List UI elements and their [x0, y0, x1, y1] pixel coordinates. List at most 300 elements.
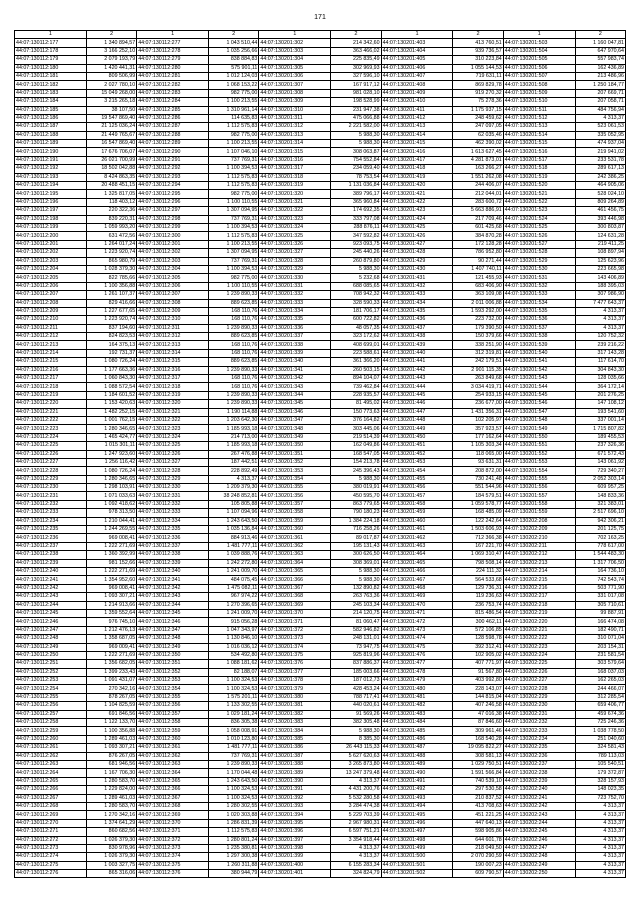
column-header: 1 — [259, 31, 331, 39]
cadastral-number-cell: 44:07:130201:501 — [381, 861, 453, 869]
cadastral-value-cell: 1 475 082,11 — [209, 584, 259, 592]
cadastral-number-cell: 44:07:130201:335 — [259, 316, 331, 324]
cadastral-value-cell: 331 017,08 — [575, 593, 625, 601]
cadastral-value-cell: 1 100 394,53 — [209, 165, 259, 173]
cadastral-value-cell: 1 071 033,63 — [86, 492, 136, 500]
cadastral-value-cell: 168 110,76 — [209, 383, 259, 391]
cadastral-number-cell: 44:07:130201:357 — [259, 500, 331, 508]
cadastral-value-cell: 1 038 778,50 — [575, 727, 625, 735]
cadastral-value-cell: 1 374 641,29 — [86, 819, 136, 827]
cadastral-number-cell: 44:07:130201:515 — [503, 140, 575, 148]
cadastral-value-cell: 321 383,01 — [575, 500, 625, 508]
cadastral-number-cell: 44:07:130202:208 — [503, 517, 575, 525]
cadastral-value-cell: 609 957,25 — [575, 484, 625, 492]
cadastral-number-cell: 44:07:130201:379 — [259, 685, 331, 693]
table-row — [15, 551, 626, 559]
cadastral-number-cell: 44:07:130201:471 — [381, 609, 453, 617]
cadastral-number-cell: 44:07:130112:364 — [137, 769, 209, 777]
table-row — [15, 333, 626, 341]
cadastral-value-cell: 475 066,88 — [331, 114, 381, 122]
cadastral-number-cell: 44:07:130201:502 — [381, 870, 453, 878]
cadastral-number-cell: 44:07:130201:437 — [381, 324, 453, 332]
cadastral-number-cell: 44:07:130112:256 — [15, 702, 87, 710]
cadastral-number-cell: 44:07:130201:494 — [381, 802, 453, 810]
cadastral-number-cell: 44:07:130112:197 — [15, 207, 87, 215]
table-row — [15, 702, 626, 710]
cadastral-number-cell: 44:07:130201:499 — [381, 844, 453, 852]
cadastral-number-cell: 44:07:130112:218 — [15, 383, 87, 391]
table-row — [15, 56, 626, 64]
cadastral-number-cell: 44:07:130201:557 — [503, 492, 575, 500]
cadastral-value-cell: 450 595,70 — [331, 492, 381, 500]
cadastral-number-cell: 44:07:130201:556 — [503, 484, 575, 492]
cadastral-value-cell: 288 876,11 — [331, 223, 381, 231]
cadastral-number-cell: 44:07:130201:470 — [381, 601, 453, 609]
cadastral-value-cell: 1 107 094,96 — [209, 509, 259, 517]
cadastral-value-cell: 1 354 952,60 — [86, 576, 136, 584]
table-row — [15, 769, 626, 777]
cadastral-value-cell: 219 514,39 — [331, 433, 381, 441]
cadastral-number-cell: 44:07:130112:210 — [15, 316, 87, 324]
cadastral-value-cell: 91 569,26 — [331, 710, 381, 718]
cadastral-value-cell: 838 884,83 — [209, 56, 259, 64]
cadastral-number-cell: 44:07:130112:261 — [15, 744, 87, 752]
cadastral-value-cell: 305 710,61 — [575, 601, 625, 609]
cadastral-number-cell: 44:07:130112:226 — [15, 450, 87, 458]
cadastral-number-cell: 44:07:130201:527 — [503, 240, 575, 248]
cadastral-value-cell: 865 980,79 — [86, 257, 136, 265]
cadastral-value-cell: 38 107,50 — [86, 106, 136, 114]
cadastral-value-cell: 233 531,78 — [575, 156, 625, 164]
table-row — [15, 114, 626, 122]
cadastral-value-cell: 324 581,43 — [575, 744, 625, 752]
cadastral-number-cell: 44:07:130201:534 — [503, 299, 575, 307]
cadastral-value-cell: 889 623,85 — [209, 299, 259, 307]
cadastral-number-cell: 44:07:130201:531 — [503, 274, 575, 282]
cadastral-value-cell: 1 244 269,55 — [86, 526, 136, 534]
cadastral-value-cell: 228 143,07 — [453, 685, 503, 693]
cadastral-number-cell: 44:07:130112:328 — [137, 467, 209, 475]
cadastral-value-cell: 839 220,31 — [86, 215, 136, 223]
cadastral-number-cell: 44:07:130112:281 — [137, 72, 209, 80]
cadastral-number-cell: 44:07:130201:522 — [503, 198, 575, 206]
cadastral-value-cell: 251 040,60 — [575, 735, 625, 743]
cadastral-number-cell: 44:07:130201:429 — [381, 257, 453, 265]
cadastral-value-cell: 164 736,10 — [575, 568, 625, 576]
cadastral-value-cell: 1 298 103,91 — [86, 484, 136, 492]
cadastral-number-cell: 44:07:130112:180 — [15, 64, 87, 72]
cadastral-number-cell: 44:07:130112:228 — [15, 467, 87, 475]
cadastral-value-cell: 1 167 706,30 — [86, 769, 136, 777]
cadastral-value-cell: 1 227 677,65 — [86, 307, 136, 315]
cadastral-number-cell: 44:07:130201:423 — [381, 207, 453, 215]
cadastral-value-cell: 1 131 036,84 — [331, 182, 381, 190]
cadastral-number-cell: 44:07:130112:208 — [15, 299, 87, 307]
cadastral-value-cell: 231 581,54 — [575, 651, 625, 659]
cadastral-number-cell: 44:07:130201:468 — [381, 584, 453, 592]
cadastral-number-cell: 44:07:130201:442 — [381, 366, 453, 374]
cadastral-number-cell: 44:07:130112:330 — [137, 484, 209, 492]
cadastral-value-cell: 312 285,54 — [575, 693, 625, 701]
cadastral-number-cell: 44:07:130112:346 — [137, 618, 209, 626]
cadastral-number-cell: 44:07:130201:533 — [503, 291, 575, 299]
table-row — [15, 324, 626, 332]
cadastral-number-cell: 44:07:130201:385 — [259, 735, 331, 743]
cadastral-value-cell: 143 406,89 — [575, 274, 625, 282]
cadastral-number-cell: 44:07:130112:292 — [137, 165, 209, 173]
cadastral-value-cell: 484 075,45 — [209, 576, 259, 584]
cadastral-value-cell: 798 508,14 — [453, 559, 503, 567]
cadastral-number-cell: 44:07:130201:325 — [259, 232, 331, 240]
cadastral-number-cell: 44:07:130112:216 — [15, 366, 87, 374]
cadastral-number-cell: 44:07:130201:493 — [381, 794, 453, 802]
cadastral-value-cell: 81 495,02 — [331, 400, 381, 408]
cadastral-number-cell: 44:07:130112:193 — [15, 173, 87, 181]
cadastral-value-cell: 1 029 181,24 — [209, 710, 259, 718]
cadastral-value-cell: 337 001,14 — [575, 416, 625, 424]
cadastral-value-cell: 1 068 153,22 — [209, 81, 259, 89]
cadastral-number-cell: 44:07:130201:436 — [381, 316, 453, 324]
cadastral-number-cell: 44:07:130112:198 — [15, 215, 87, 223]
cadastral-number-cell: 44:07:130201:334 — [259, 307, 331, 315]
cadastral-value-cell: 1 591 566,84 — [453, 769, 503, 777]
table-row — [15, 391, 626, 399]
cadastral-value-cell: 829 416,66 — [86, 299, 136, 307]
cadastral-value-cell: 1 310 961,14 — [209, 106, 259, 114]
cadastral-value-cell: 181 706,17 — [331, 307, 381, 315]
cadastral-number-cell: 44:07:130201:463 — [381, 542, 453, 550]
cadastral-number-cell: 44:07:130201:347 — [259, 416, 331, 424]
cadastral-value-cell: 1 222 271,69 — [86, 542, 136, 550]
cadastral-number-cell: 44:07:130201:523 — [503, 207, 575, 215]
cadastral-value-cell: 300 462,11 — [453, 618, 503, 626]
table-row — [15, 693, 626, 701]
cadastral-number-cell: 44:07:130201:361 — [259, 534, 331, 542]
cadastral-value-cell: 392 312,41 — [453, 643, 503, 651]
cadastral-number-cell: 44:07:130112:327 — [137, 458, 209, 466]
cadastral-number-cell: 44:07:130201:353 — [259, 467, 331, 475]
cadastral-number-cell: 44:07:130201:302 — [259, 39, 331, 47]
cadastral-number-cell: 44:07:130201:506 — [503, 64, 575, 72]
cadastral-value-cell: 876 267,05 — [86, 752, 136, 760]
cadastral-number-cell: 44:07:130201:541 — [503, 358, 575, 366]
cadastral-number-cell: 44:07:130202:236 — [503, 752, 575, 760]
cadastral-value-cell: 982 775,00 — [209, 89, 259, 97]
cadastral-number-cell: 44:07:130202:219 — [503, 609, 575, 617]
cadastral-value-cell: 2 967 980,31 — [331, 819, 381, 827]
cadastral-value-cell: 683 406,90 — [453, 282, 503, 290]
cadastral-number-cell: 44:07:130201:391 — [259, 786, 331, 794]
cadastral-value-cell: 248 131,01 — [331, 635, 381, 643]
cadastral-value-cell: 742 543,74 — [575, 576, 625, 584]
cadastral-value-cell: 182 490,71 — [575, 626, 625, 634]
cadastral-value-cell: 1 100 356,88 — [86, 282, 136, 290]
cadastral-value-cell: 1 093 307,21 — [86, 744, 136, 752]
cadastral-value-cell: 837 194,60 — [86, 324, 136, 332]
cadastral-number-cell: 44:07:130112:276 — [15, 870, 87, 878]
cadastral-number-cell: 44:07:130201:466 — [381, 568, 453, 576]
cadastral-value-cell: 214 713,00 — [209, 433, 259, 441]
cadastral-value-cell: 786 952,80 — [453, 249, 503, 257]
cadastral-value-cell: 4 313,37 — [575, 861, 625, 869]
cadastral-number-cell: 44:07:130202:234 — [503, 735, 575, 743]
cadastral-number-cell: 44:07:130112:356 — [137, 702, 209, 710]
cadastral-number-cell: 44:07:130112:258 — [15, 719, 87, 727]
cadastral-number-cell: 44:07:130112:213 — [15, 341, 87, 349]
cadastral-number-cell: 44:07:130201:362 — [259, 542, 331, 550]
cadastral-value-cell: 73 947,75 — [331, 643, 381, 651]
table-row — [15, 442, 626, 450]
cadastral-number-cell: 44:07:130201:387 — [259, 752, 331, 760]
cadastral-number-cell: 44:07:130201:443 — [381, 375, 453, 383]
cadastral-value-cell: 193 541,60 — [575, 408, 625, 416]
table-row — [15, 282, 626, 290]
cadastral-number-cell: 44:07:130201:401 — [259, 870, 331, 878]
cadastral-number-cell: 44:07:130112:190 — [15, 148, 87, 156]
cadastral-number-cell: 44:07:130112:338 — [137, 551, 209, 559]
cadastral-value-cell: 1 100 394,53 — [209, 223, 259, 231]
column-header: 2 — [86, 31, 136, 39]
cadastral-value-cell: 1 280 302,55 — [209, 802, 259, 810]
cadastral-value-cell: 1 239 890,33 — [209, 760, 259, 768]
cadastral-number-cell: 44:07:130201:374 — [259, 643, 331, 651]
cadastral-number-cell: 44:07:130112:349 — [137, 643, 209, 651]
cadastral-number-cell: 44:07:130201:333 — [259, 299, 331, 307]
cadastral-number-cell: 44:07:130201:420 — [381, 182, 453, 190]
cadastral-value-cell: 260 503,15 — [331, 366, 381, 374]
cadastral-value-cell: 729 340,27 — [575, 467, 625, 475]
cadastral-value-cell: 328 157,93 — [575, 777, 625, 785]
cadastral-number-cell: 44:07:130201:529 — [503, 257, 575, 265]
page-number: 171 — [314, 14, 326, 21]
cadastral-value-cell: 1 047 343,97 — [209, 626, 259, 634]
cadastral-value-cell: 3 215 265,18 — [86, 98, 136, 106]
cadastral-value-cell: 737 769,31 — [209, 215, 259, 223]
cadastral-number-cell: 44:07:130201:509 — [503, 89, 575, 97]
table-row — [15, 786, 626, 794]
cadastral-value-cell: 1 190 114,88 — [209, 408, 259, 416]
cadastral-number-cell: 44:07:130202:242 — [503, 802, 575, 810]
cadastral-number-cell: 44:07:130112:374 — [137, 853, 209, 861]
cadastral-value-cell: 190 007,23 — [453, 861, 503, 869]
cadastral-value-cell: 459 674,36 — [575, 710, 625, 718]
cadastral-value-cell: 19 547 869,40 — [86, 114, 136, 122]
cadastral-value-cell: 3 265 873,80 — [331, 760, 381, 768]
cadastral-value-cell: 1 222 271,69 — [86, 651, 136, 659]
cadastral-number-cell: 44:07:130201:496 — [381, 819, 453, 827]
table-row — [15, 207, 626, 215]
cadastral-value-cell: 1 088 572,54 — [86, 383, 136, 391]
cadastral-value-cell: 168 110,76 — [209, 349, 259, 357]
cadastral-value-cell: 1 112 575,83 — [209, 123, 259, 131]
cadastral-value-cell: 451 221,25 — [453, 811, 503, 819]
cadastral-number-cell: 44:07:130112:255 — [15, 693, 87, 701]
cadastral-number-cell: 44:07:130112:308 — [137, 299, 209, 307]
cadastral-value-cell: 1 203 642,30 — [209, 416, 259, 424]
cadastral-value-cell: 582 946,82 — [331, 626, 381, 634]
table-row — [15, 173, 626, 181]
cadastral-number-cell: 44:07:130112:342 — [137, 584, 209, 592]
cadastral-number-cell: 44:07:130201:458 — [381, 500, 453, 508]
cadastral-number-cell: 44:07:130112:368 — [137, 802, 209, 810]
cadastral-value-cell: 357 923,57 — [453, 425, 503, 433]
cadastral-value-cell: 809 506,99 — [86, 72, 136, 80]
cadastral-number-cell: 44:07:130201:395 — [259, 819, 331, 827]
cadastral-number-cell: 44:07:130112:366 — [137, 786, 209, 794]
cadastral-value-cell: 1 261 107,37 — [86, 291, 136, 299]
cadastral-number-cell: 44:07:130201:449 — [381, 425, 453, 433]
cadastral-value-cell: 4 313,37 — [575, 870, 625, 878]
cadastral-value-cell: 739 462,84 — [331, 383, 381, 391]
cadastral-number-cell: 44:07:130201:327 — [259, 249, 331, 257]
cadastral-number-cell: 44:07:130201:511 — [503, 106, 575, 114]
table-row — [15, 341, 626, 349]
cadastral-number-cell: 44:07:130201:307 — [259, 81, 331, 89]
cadastral-value-cell: 725 246,36 — [575, 719, 625, 727]
cadastral-number-cell: 44:07:130112:296 — [137, 198, 209, 206]
cadastral-number-cell: 44:07:130201:431 — [381, 274, 453, 282]
cadastral-value-cell: 528 024,10 — [575, 190, 625, 198]
cadastral-value-cell: 1 105 303,34 — [453, 442, 503, 450]
cadastral-number-cell: 44:07:130112:253 — [15, 677, 87, 685]
cadastral-value-cell: 166 474,08 — [575, 618, 625, 626]
cadastral-number-cell: 44:07:130112:353 — [137, 677, 209, 685]
cadastral-number-cell: 44:07:130201:399 — [259, 853, 331, 861]
cadastral-number-cell: 44:07:130112:232 — [15, 500, 87, 508]
cadastral-value-cell: 978 313,50 — [86, 509, 136, 517]
cadastral-value-cell: 1 088 181,62 — [209, 660, 259, 668]
table-row — [15, 39, 626, 47]
cadastral-value-cell: 1 223 920,74 — [86, 316, 136, 324]
cadastral-number-cell: 44:07:130201:503 — [503, 39, 575, 47]
cadastral-number-cell: 44:07:130202:215 — [503, 576, 575, 584]
cadastral-number-cell: 44:07:130201:508 — [503, 81, 575, 89]
cadastral-value-cell: 5 988,30 — [331, 576, 381, 584]
cadastral-number-cell: 44:07:130201:448 — [381, 416, 453, 424]
cadastral-value-cell: 118 065,00 — [453, 450, 503, 458]
cadastral-value-cell: 1 242 272,80 — [209, 559, 259, 567]
cadastral-value-cell: 144 815,04 — [453, 693, 503, 701]
table-row — [15, 215, 626, 223]
cadastral-number-cell: 44:07:130202:209 — [503, 526, 575, 534]
cadastral-number-cell: 44:07:130112:211 — [15, 324, 87, 332]
cadastral-number-cell: 44:07:130201:305 — [259, 64, 331, 72]
cadastral-number-cell: 44:07:130201:308 — [259, 89, 331, 97]
cadastral-number-cell: 44:07:130201:367 — [259, 584, 331, 592]
column-header: 1 — [381, 31, 453, 39]
cadastral-number-cell: 44:07:130201:356 — [259, 492, 331, 500]
cadastral-number-cell: 44:07:130201:400 — [259, 861, 331, 869]
cadastral-value-cell: 1 043 510,44 — [209, 39, 259, 47]
cadastral-number-cell: 44:07:130112:316 — [137, 366, 209, 374]
cadastral-number-cell: 44:07:130201:330 — [259, 274, 331, 282]
cadastral-value-cell: 2 517 696,10 — [575, 509, 625, 517]
cadastral-value-cell: 389 796,17 — [331, 190, 381, 198]
cadastral-value-cell: 822 785,66 — [86, 274, 136, 282]
cadastral-value-cell: 1 100 324,53 — [209, 794, 259, 802]
cadastral-number-cell: 44:07:130112:274 — [15, 853, 87, 861]
cadastral-number-cell: 44:07:130112:285 — [137, 106, 209, 114]
cadastral-value-cell: 737 769,31 — [209, 257, 259, 265]
cadastral-value-cell: 1 035 136,84 — [209, 526, 259, 534]
cadastral-number-cell: 44:07:130201:452 — [381, 450, 453, 458]
cadastral-value-cell: 671 572,43 — [575, 450, 625, 458]
cadastral-number-cell: 44:07:130112:320 — [137, 400, 209, 408]
cadastral-value-cell: 1 229 824,00 — [86, 786, 136, 794]
cadastral-number-cell: 44:07:130201:341 — [259, 366, 331, 374]
table-row — [15, 811, 626, 819]
cadastral-number-cell: 44:07:130201:512 — [503, 114, 575, 122]
cadastral-value-cell: 89 017,87 — [331, 534, 381, 542]
table-row — [15, 190, 626, 198]
cadastral-value-cell: 1 481 777,11 — [209, 542, 259, 550]
cadastral-value-cell: 824 823,53 — [86, 333, 136, 341]
cadastral-number-cell: 44:07:130201:514 — [503, 131, 575, 139]
cadastral-value-cell: 105 540,51 — [575, 760, 625, 768]
cadastral-value-cell: 1 239 890,33 — [209, 391, 259, 399]
table-row — [15, 64, 626, 72]
cadastral-value-cell: 5 988,30 — [331, 140, 381, 148]
cadastral-value-cell: 4 313,37 — [209, 475, 259, 483]
cadastral-number-cell: 44:07:130112:221 — [15, 408, 87, 416]
cadastral-number-cell: 44:07:130112:339 — [137, 559, 209, 567]
cadastral-value-cell: 5 627 620,63 — [331, 752, 381, 760]
cadastral-value-cell: 1 060 843,30 — [86, 375, 136, 383]
table-row — [15, 98, 626, 106]
cadastral-number-cell: 44:07:130201:495 — [381, 811, 453, 819]
cadastral-number-cell: 44:07:130112:321 — [137, 408, 209, 416]
cadastral-value-cell: 168 110,76 — [209, 307, 259, 315]
cadastral-number-cell: 44:07:130112:323 — [137, 425, 209, 433]
cadastral-value-cell: 300 803,87 — [575, 223, 625, 231]
cadastral-number-cell: 44:07:130112:270 — [15, 819, 87, 827]
cadastral-value-cell: 162 049,86 — [331, 442, 381, 450]
cadastral-value-cell: 5 988,30 — [331, 131, 381, 139]
cadastral-value-cell: 333 797,08 — [331, 215, 381, 223]
table-row — [15, 626, 626, 634]
cadastral-value-cell: 923 093,75 — [331, 240, 381, 248]
cadastral-number-cell: 44:07:130201:314 — [259, 140, 331, 148]
cadastral-value-cell: 4 313,37 — [575, 828, 625, 836]
cadastral-value-cell: 462 390,02 — [453, 140, 503, 148]
cadastral-value-cell: 1 100 356,88 — [86, 727, 136, 735]
cadastral-value-cell: 1 055 144,53 — [453, 64, 503, 72]
cadastral-number-cell: 44:07:130201:439 — [381, 341, 453, 349]
cadastral-value-cell: 598 905,86 — [453, 828, 503, 836]
cadastral-number-cell: 44:07:130112:187 — [15, 123, 87, 131]
table-row — [15, 299, 626, 307]
cadastral-value-cell: 4 313,37 — [575, 307, 625, 315]
cadastral-value-cell: 1 170 044,48 — [209, 769, 259, 777]
cadastral-number-cell: 44:07:130112:297 — [137, 207, 209, 215]
cadastral-value-cell: 408 699,01 — [331, 341, 381, 349]
cadastral-value-cell: 889 623,85 — [209, 333, 259, 341]
cadastral-number-cell: 44:07:130201:484 — [381, 719, 453, 727]
cadastral-value-cell: 1 185 993,18 — [209, 425, 259, 433]
cadastral-number-cell: 44:07:130112:290 — [137, 148, 209, 156]
cadastral-value-cell: 1 026 379,30 — [86, 853, 136, 861]
table-row — [15, 534, 626, 542]
cadastral-number-cell: 44:07:130201:408 — [381, 81, 453, 89]
cadastral-value-cell: 719 631,11 — [453, 72, 503, 80]
cadastral-value-cell: 1 069 310,47 — [453, 551, 503, 559]
cadastral-number-cell: 44:07:130201:340 — [259, 358, 331, 366]
table-row — [15, 425, 626, 433]
cadastral-value-cell: 659 406,77 — [575, 702, 625, 710]
cadastral-value-cell: 1 239 890,33 — [209, 291, 259, 299]
cadastral-value-cell: 187 012,73 — [331, 677, 381, 685]
cadastral-number-cell: 44:07:130112:201 — [15, 240, 87, 248]
